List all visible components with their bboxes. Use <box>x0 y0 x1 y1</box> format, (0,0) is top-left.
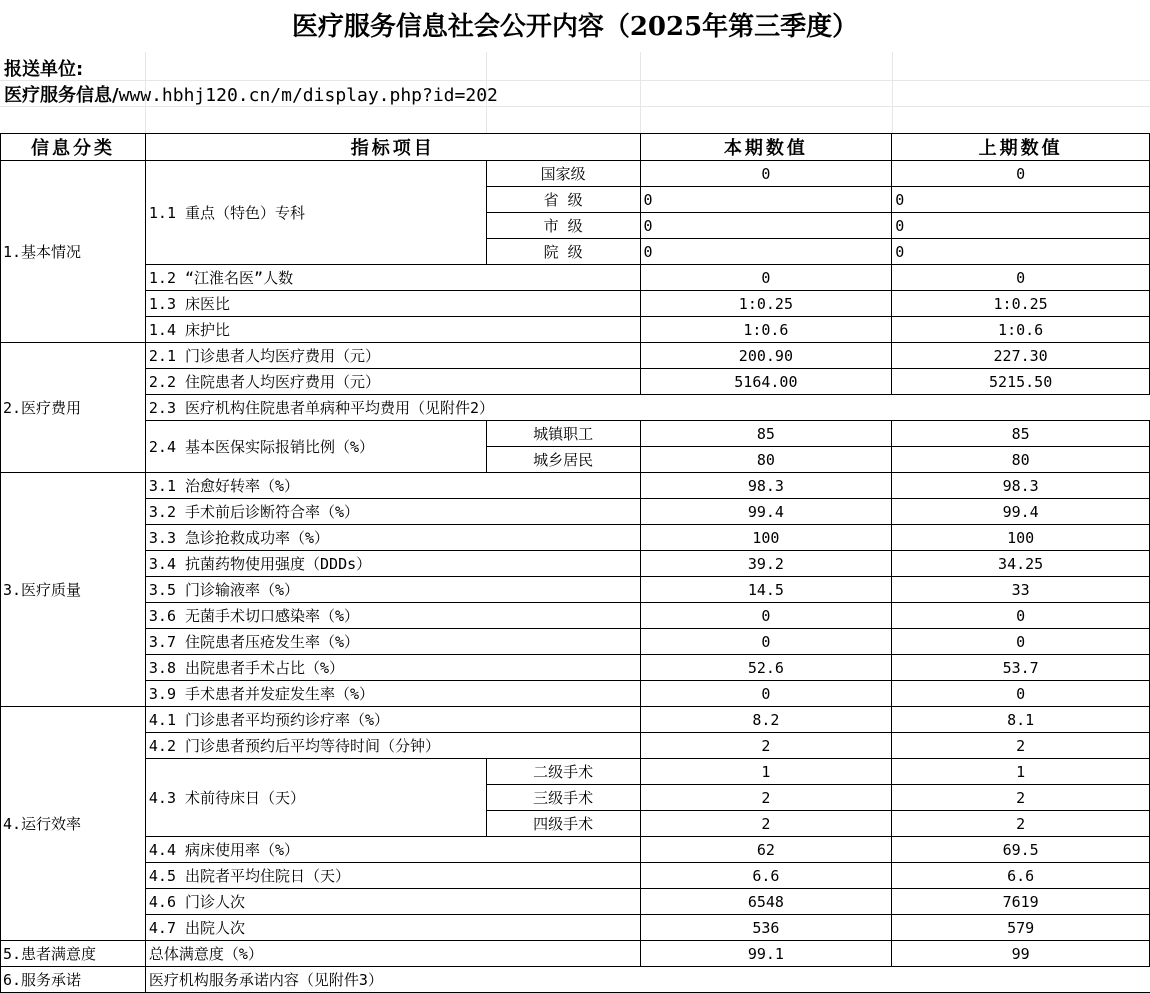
previous-value: 0 <box>892 187 1150 213</box>
item-label: 2.3 医疗机构住院患者单病种平均费用（见附件2） <box>145 395 1149 421</box>
table-row <box>1 759 1150 785</box>
previous-value: 34.25 <box>892 551 1150 577</box>
current-value: 99.1 <box>640 941 892 967</box>
current-value: 2 <box>640 733 892 759</box>
previous-value: 579 <box>892 915 1150 941</box>
item-label: 3.5 门诊输液率（%） <box>145 577 640 603</box>
sub-item-label: 城镇职工 <box>486 421 640 447</box>
item-label: 4.1 门诊患者平均预约诊疗率（%） <box>145 707 640 733</box>
previous-value: 2 <box>892 811 1150 837</box>
previous-value: 0 <box>892 681 1150 707</box>
item-label: 1.2 “江淮名医”人数 <box>145 265 640 291</box>
item-label: 3.1 治愈好转率（%） <box>145 473 640 499</box>
previous-value: 0 <box>892 265 1150 291</box>
previous-value: 5215.50 <box>892 369 1150 395</box>
current-value: 0 <box>640 603 892 629</box>
item-label: 医疗机构服务承诺内容（见附件3） <box>145 967 1149 993</box>
current-value: 14.5 <box>640 577 892 603</box>
item-label: 3.8 出院患者手术占比（%） <box>145 655 640 681</box>
previous-value: 99.4 <box>892 499 1150 525</box>
table-row <box>1 967 1150 993</box>
item-label: 3.9 手术患者并发症发生率（%） <box>145 681 640 707</box>
sub-item-label: 国家级 <box>486 161 640 187</box>
table-row <box>1 421 1150 447</box>
table-row <box>1 369 1150 395</box>
previous-value: 0 <box>892 161 1150 187</box>
sub-item-label: 院 级 <box>486 239 640 265</box>
item-label: 4.5 出院者平均住院日（天） <box>145 863 640 889</box>
table-row <box>1 161 1150 187</box>
item-label: 3.6 无菌手术切口感染率（%） <box>145 603 640 629</box>
current-value: 80 <box>640 447 892 473</box>
info-url[interactable]: www.hbhj120.cn/m/display.php?id=202 <box>118 85 498 106</box>
current-value: 2 <box>640 785 892 811</box>
previous-value: 1:0.6 <box>892 317 1150 343</box>
table-row <box>1 525 1150 551</box>
current-value: 0 <box>640 681 892 707</box>
sub-item-label: 三级手术 <box>486 785 640 811</box>
current-value: 6548 <box>640 889 892 915</box>
current-value: 6.6 <box>640 863 892 889</box>
table-row <box>1 941 1150 967</box>
previous-value: 2 <box>892 785 1150 811</box>
table-row <box>1 915 1150 941</box>
current-value: 52.6 <box>640 655 892 681</box>
item-label: 4.4 病床使用率（%） <box>145 837 640 863</box>
report-unit-label: 报送单位: <box>4 59 84 80</box>
table-row <box>1 343 1150 369</box>
previous-value: 53.7 <box>892 655 1150 681</box>
sub-item-label: 省 级 <box>486 187 640 213</box>
table-row <box>1 629 1150 655</box>
current-value: 2 <box>640 811 892 837</box>
grid-line <box>892 52 893 133</box>
grid-line <box>0 80 1150 81</box>
previous-value: 100 <box>892 525 1150 551</box>
current-value: 536 <box>640 915 892 941</box>
previous-value: 0 <box>892 213 1150 239</box>
category-cell: 3.医疗质量 <box>1 473 146 707</box>
current-value: 62 <box>640 837 892 863</box>
previous-value: 1 <box>892 759 1150 785</box>
header-item: 指标项目 <box>145 134 640 161</box>
category-cell: 6.服务承诺 <box>1 967 146 993</box>
current-value: 0 <box>640 187 892 213</box>
previous-value: 0 <box>892 603 1150 629</box>
current-value: 85 <box>640 421 892 447</box>
table-row <box>1 889 1150 915</box>
previous-value: 0 <box>892 239 1150 265</box>
table-row <box>1 733 1150 759</box>
table-row <box>1 499 1150 525</box>
item-label: 3.2 手术前后诊断符合率（%） <box>145 499 640 525</box>
previous-value: 227.30 <box>892 343 1150 369</box>
table-row <box>1 291 1150 317</box>
item-label: 1.4 床护比 <box>145 317 640 343</box>
grid-line <box>640 52 641 133</box>
previous-value: 99 <box>892 941 1150 967</box>
item-label: 3.3 急诊抢救成功率（%） <box>145 525 640 551</box>
table-row <box>1 473 1150 499</box>
previous-value: 80 <box>892 447 1150 473</box>
info-url-label: 医疗服务信息/ <box>4 85 119 106</box>
current-value: 1:0.6 <box>640 317 892 343</box>
table-row <box>1 681 1150 707</box>
data-table <box>0 133 1150 993</box>
current-value: 200.90 <box>640 343 892 369</box>
item-label: 3.7 住院患者压疮发生率（%） <box>145 629 640 655</box>
info-url-line <box>4 83 498 109</box>
current-value: 8.2 <box>640 707 892 733</box>
table-row <box>1 707 1150 733</box>
previous-value: 8.1 <box>892 707 1150 733</box>
previous-value: 6.6 <box>892 863 1150 889</box>
previous-value: 0 <box>892 629 1150 655</box>
table-row <box>1 317 1150 343</box>
current-value: 0 <box>640 161 892 187</box>
table-row <box>1 837 1150 863</box>
item-label: 4.6 门诊人次 <box>145 889 640 915</box>
item-label: 总体满意度（%） <box>145 941 640 967</box>
current-value: 98.3 <box>640 473 892 499</box>
item-label: 4.3 术前待床日（天） <box>145 759 486 837</box>
item-label: 1.1 重点（特色）专科 <box>145 161 486 265</box>
current-value: 1 <box>640 759 892 785</box>
previous-value: 2 <box>892 733 1150 759</box>
previous-value: 7619 <box>892 889 1150 915</box>
current-value: 99.4 <box>640 499 892 525</box>
table-row <box>1 603 1150 629</box>
category-cell: 5.患者满意度 <box>1 941 146 967</box>
previous-value: 98.3 <box>892 473 1150 499</box>
sub-item-label: 二级手术 <box>486 759 640 785</box>
current-value: 0 <box>640 239 892 265</box>
sub-item-label: 四级手术 <box>486 811 640 837</box>
table-row <box>1 395 1150 421</box>
category-cell: 2.医疗费用 <box>1 343 146 473</box>
table-row <box>1 551 1150 577</box>
item-label: 3.4 抗菌药物使用强度（DDDs） <box>145 551 640 577</box>
category-cell: 1.基本情况 <box>1 161 146 343</box>
current-value: 0 <box>640 629 892 655</box>
item-label: 2.2 住院患者人均医疗费用（元） <box>145 369 640 395</box>
category-cell: 4.运行效率 <box>1 707 146 941</box>
current-value: 1:0.25 <box>640 291 892 317</box>
current-value: 100 <box>640 525 892 551</box>
table-row <box>1 863 1150 889</box>
current-value: 0 <box>640 213 892 239</box>
item-label: 4.2 门诊患者预约后平均等待时间（分钟） <box>145 733 640 759</box>
current-value: 5164.00 <box>640 369 892 395</box>
header-row <box>1 134 1150 161</box>
sub-item-label: 城乡居民 <box>486 447 640 473</box>
previous-value: 85 <box>892 421 1150 447</box>
table-row <box>1 577 1150 603</box>
current-value: 39.2 <box>640 551 892 577</box>
sub-item-label: 市 级 <box>486 213 640 239</box>
item-label: 2.1 门诊患者人均医疗费用（元） <box>145 343 640 369</box>
header-current: 本期数值 <box>640 134 892 161</box>
item-label: 4.7 出院人次 <box>145 915 640 941</box>
item-label: 1.3 床医比 <box>145 291 640 317</box>
item-label: 2.4 基本医保实际报销比例（%） <box>145 421 486 473</box>
previous-value: 69.5 <box>892 837 1150 863</box>
table-row <box>1 655 1150 681</box>
table-row <box>1 265 1150 291</box>
previous-value: 1:0.25 <box>892 291 1150 317</box>
previous-value: 33 <box>892 577 1150 603</box>
page-title: 医疗服务信息社会公开内容（2025年第三季度） <box>291 12 859 42</box>
header-category: 信息分类 <box>1 134 146 161</box>
header-previous: 上期数值 <box>892 134 1150 161</box>
current-value: 0 <box>640 265 892 291</box>
